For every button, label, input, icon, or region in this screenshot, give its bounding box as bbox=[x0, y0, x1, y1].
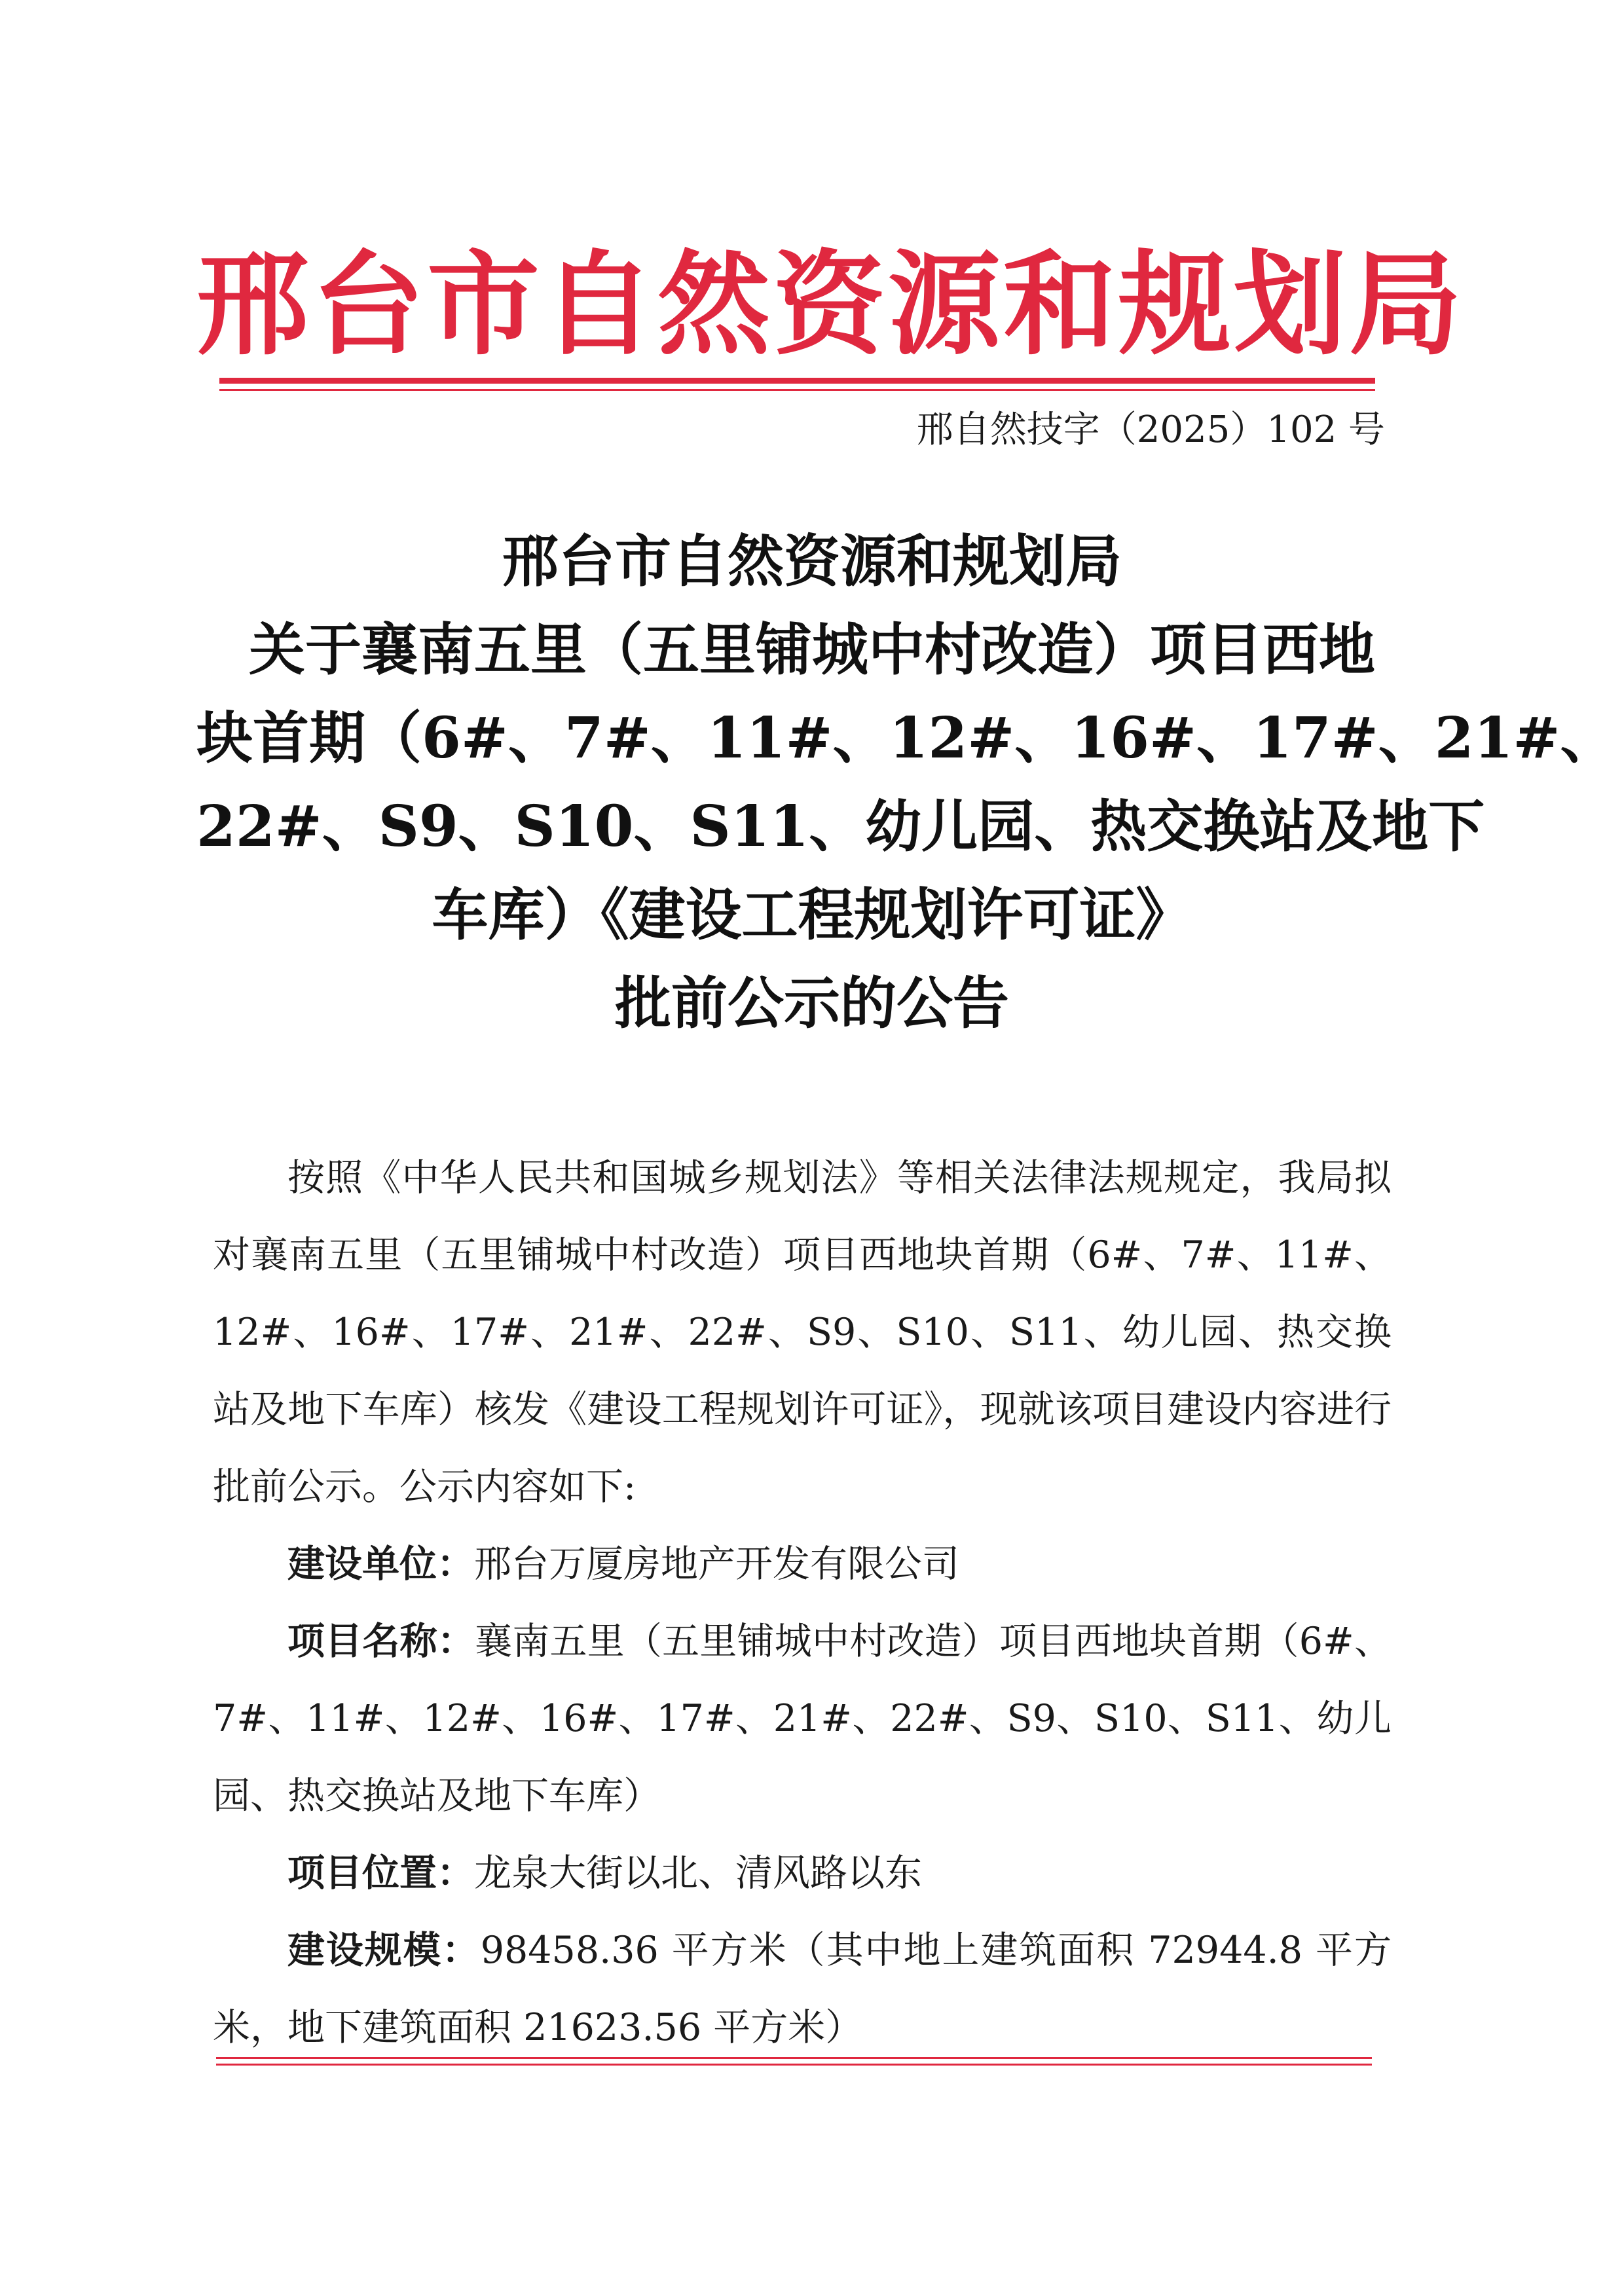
title-line: 22#、S9、S10、S11、幼儿园、热交换站及地下 bbox=[196, 793, 1485, 860]
field-label: 项目名称： bbox=[287, 1620, 475, 1663]
title-line: 关于襄南五里（五里铺城中村改造）项目西地 bbox=[249, 617, 1375, 683]
footer-rule-bottom bbox=[216, 2064, 1372, 2066]
document-body bbox=[213, 1139, 1392, 2066]
letterhead-rule-thin bbox=[219, 389, 1375, 391]
document-number: 邢自然技字（2025）102 号 bbox=[916, 409, 1385, 451]
title-line: 批前公示的公告 bbox=[615, 970, 1009, 1036]
field-construction-scale bbox=[213, 1912, 1392, 2066]
title-line: 车库）《建设工程规划许可证》 bbox=[432, 882, 1192, 948]
letterhead-rule-thick bbox=[219, 378, 1375, 384]
field-label: 项目位置： bbox=[287, 1851, 474, 1895]
field-project-location bbox=[213, 1834, 1392, 1912]
footer-rule-top bbox=[216, 2057, 1372, 2059]
agency-letterhead: 邢台市自然资源和规划局 bbox=[196, 238, 1464, 371]
intro-paragraph: 按照《中华人民共和国城乡规划法》等相关法律法规规定，我局拟对襄南五里（五里铺城中村改造）项目西地块首期（6#、7#、11#、12#、16#、17#、21#、22#、S9、S10、S11、幼儿园、热交换站及地下车库）核发《建设工程规划许可证》，现就该项目建设内容进行批前公示。公示内容如下: bbox=[213, 1156, 1392, 1508]
field-value: 邢台万厦房地产开发有限公司 bbox=[474, 1542, 959, 1586]
field-value: 龙泉大街以北、清风路以东 bbox=[474, 1851, 922, 1895]
field-label: 建设单位： bbox=[287, 1542, 474, 1586]
document-title bbox=[196, 517, 1617, 1048]
field-label: 建设规模： bbox=[287, 1929, 481, 1972]
field-value: 98458.36 平方米（其中地上建筑面积 72944.8 平方米，地下建筑面积 21623.56 平方米） bbox=[213, 1929, 1392, 2049]
title-line: 块首期（6#、7#、11#、12#、16#、17#、21#、 bbox=[196, 705, 1617, 771]
field-construction-unit bbox=[213, 1525, 1392, 1603]
field-value: 襄南五里（五里铺城中村改造）项目西地块首期（6#、7#、11#、12#、16#、17#、21#、22#、S9、S10、S11、幼儿园、热交换站及地下车库） bbox=[213, 1620, 1392, 1817]
title-line: 邢台市自然资源和规划局 bbox=[502, 528, 1122, 594]
field-project-name bbox=[213, 1603, 1392, 1834]
